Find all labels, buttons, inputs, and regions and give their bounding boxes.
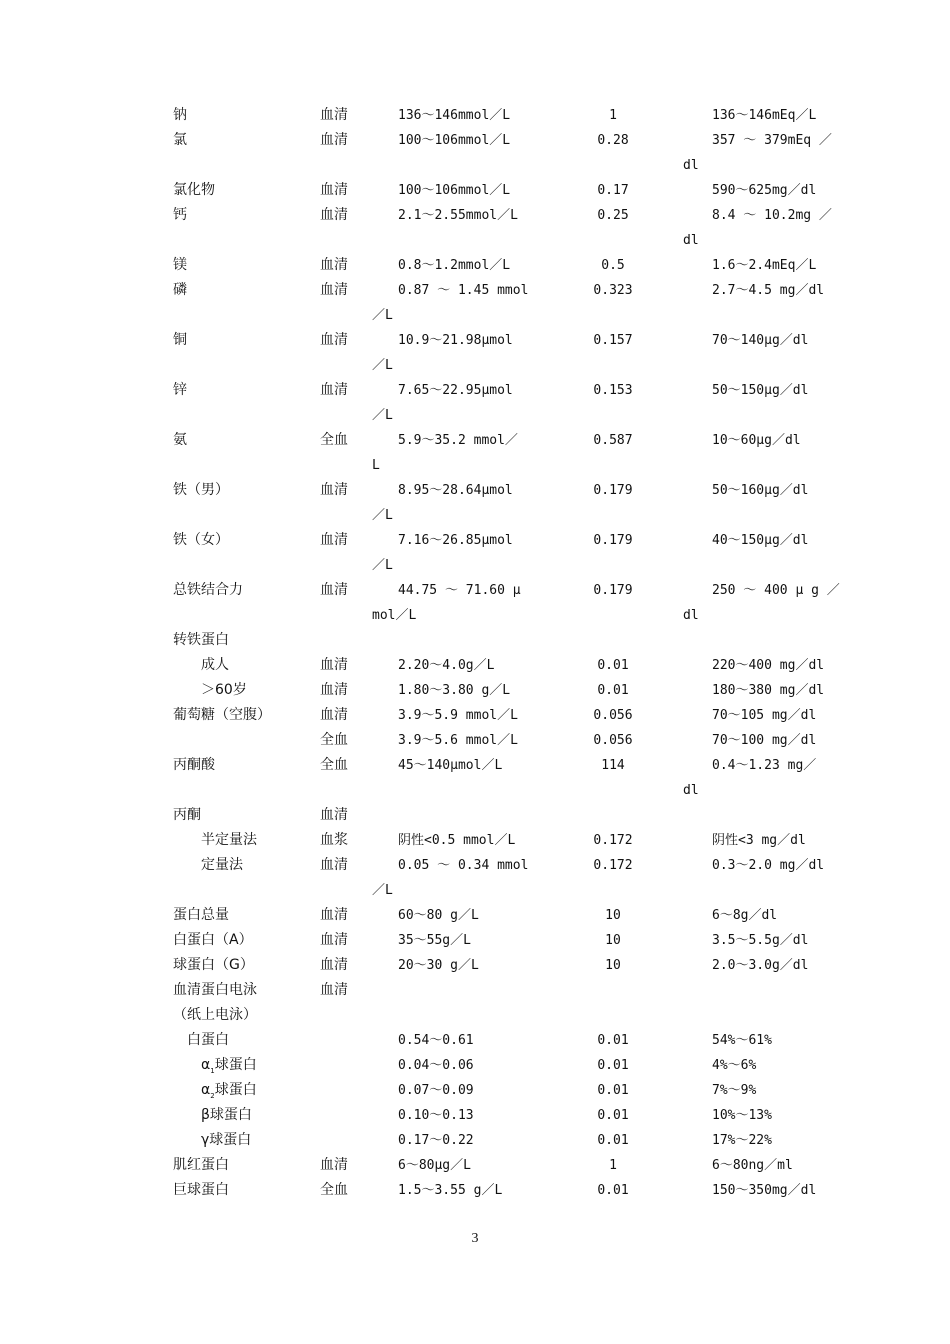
item-name-text: 肌红蛋白 bbox=[173, 1157, 229, 1173]
specimen: 血清 bbox=[320, 207, 348, 223]
item-name bbox=[187, 1028, 229, 1053]
conversion-factor: 0.5 bbox=[601, 258, 625, 273]
item-name-rest: 球蛋白 bbox=[214, 1057, 257, 1073]
conventional-range: 6～8g／dl bbox=[712, 908, 778, 923]
item-name bbox=[173, 253, 187, 278]
conversion-factor: 0.01 bbox=[597, 1058, 629, 1073]
item-name-text: β球蛋白 bbox=[201, 1107, 252, 1123]
item-name-text: 镁 bbox=[173, 257, 187, 273]
conversion-factor: 0.25 bbox=[597, 208, 629, 223]
si-range-continuation: L bbox=[372, 458, 380, 473]
conversion-factor: 0.172 bbox=[593, 833, 633, 848]
specimen: 血清 bbox=[320, 182, 348, 198]
table-row bbox=[0, 1078, 950, 1103]
item-name-text: 成人 bbox=[201, 657, 229, 673]
specimen: 血清 bbox=[320, 582, 348, 598]
item-name-subscript: 1 bbox=[210, 1066, 215, 1075]
si-range-continuation: ／L bbox=[372, 883, 393, 898]
specimen: 血清 bbox=[320, 107, 348, 123]
table-row bbox=[0, 728, 950, 753]
item-name-text: 白蛋白 bbox=[187, 1032, 229, 1048]
si-range: 7.65～22.95μmol bbox=[398, 383, 513, 398]
si-range: 136～146mmol／L bbox=[398, 108, 511, 123]
item-name-text: 蛋白总量 bbox=[173, 907, 229, 923]
si-range: 1.80～3.80 g／L bbox=[398, 683, 511, 698]
conversion-factor: 0.153 bbox=[593, 383, 633, 398]
specimen: 血清 bbox=[320, 932, 348, 948]
item-name bbox=[173, 953, 254, 978]
item-name-text: 血清蛋白电泳 bbox=[173, 982, 257, 998]
conversion-factor: 0.323 bbox=[593, 283, 633, 298]
table-row bbox=[0, 628, 950, 653]
conversion-factor: 0.01 bbox=[597, 658, 629, 673]
si-range: 100～106mmol／L bbox=[398, 133, 511, 148]
si-range: 3.9～5.6 mmol／L bbox=[398, 733, 518, 748]
specimen: 血清 bbox=[320, 807, 348, 823]
table-row bbox=[0, 678, 950, 703]
item-name bbox=[173, 278, 187, 303]
item-name-subscript: 2 bbox=[210, 1091, 215, 1100]
conversion-factor: 0.01 bbox=[597, 1083, 629, 1098]
conventional-range: 阴性<3 mg／dl bbox=[712, 833, 806, 848]
table-row bbox=[0, 253, 950, 278]
conventional-range: 2.0～3.0g／dl bbox=[712, 958, 809, 973]
specimen: 血清 bbox=[320, 382, 348, 398]
item-name bbox=[173, 178, 215, 203]
conventional-range: 70～140μg／dl bbox=[712, 333, 809, 348]
item-name-text: α bbox=[201, 1082, 211, 1098]
item-name bbox=[173, 128, 187, 153]
conversion-factor: 1 bbox=[609, 1158, 617, 1173]
table-row bbox=[0, 378, 950, 403]
si-range: 0.17～0.22 bbox=[398, 1133, 474, 1148]
si-range: 35～55g／L bbox=[398, 933, 471, 948]
si-range: 0.04～0.06 bbox=[398, 1058, 474, 1073]
conversion-factor: 0.056 bbox=[593, 708, 633, 723]
conversion-factor: 1 bbox=[609, 108, 617, 123]
item-name-text: 丙酮酸 bbox=[173, 757, 215, 773]
item-name-text: 丙酮 bbox=[173, 807, 201, 823]
conventional-range: 8.4 ～ 10.2mg ／ bbox=[712, 208, 832, 223]
table-row-continuation bbox=[0, 228, 950, 253]
conversion-factor: 10 bbox=[605, 958, 621, 973]
conventional-range-continuation: dl bbox=[683, 158, 699, 173]
table-row bbox=[0, 1028, 950, 1053]
item-name-text: 磷 bbox=[173, 282, 187, 298]
si-range: 2.20～4.0g／L bbox=[398, 658, 495, 673]
conversion-factor: 0.01 bbox=[597, 1033, 629, 1048]
item-name bbox=[173, 103, 187, 128]
conventional-range: 54%～61% bbox=[712, 1033, 772, 1048]
item-name bbox=[173, 978, 257, 1003]
table-row bbox=[0, 103, 950, 128]
item-name bbox=[201, 828, 257, 853]
specimen: 血清 bbox=[320, 132, 348, 148]
item-name bbox=[173, 628, 229, 653]
specimen: 血清 bbox=[320, 982, 348, 998]
table-row bbox=[0, 1128, 950, 1153]
si-range: 60～80 g／L bbox=[398, 908, 479, 923]
conventional-range: 50～160μg／dl bbox=[712, 483, 809, 498]
item-name bbox=[173, 903, 229, 928]
conventional-range: 10%～13% bbox=[712, 1108, 772, 1123]
item-name-text: γ球蛋白 bbox=[201, 1132, 252, 1148]
item-name-text: （纸上电泳） bbox=[173, 1007, 257, 1023]
conventional-range: 3.5～5.5g／dl bbox=[712, 933, 809, 948]
conversion-factor: 0.179 bbox=[593, 583, 633, 598]
table-row bbox=[0, 903, 950, 928]
table-row bbox=[0, 853, 950, 878]
table-row bbox=[0, 328, 950, 353]
item-name bbox=[173, 328, 187, 353]
conventional-range: 6～80ng／ml bbox=[712, 1158, 793, 1173]
conventional-range: 180～380 mg／dl bbox=[712, 683, 825, 698]
item-name bbox=[201, 1103, 252, 1128]
si-range: 6～80μg／L bbox=[398, 1158, 471, 1173]
conventional-range: 40～150μg／dl bbox=[712, 533, 809, 548]
item-name bbox=[201, 1128, 251, 1153]
conversion-factor: 10 bbox=[605, 933, 621, 948]
item-name-text: 氯 bbox=[173, 132, 187, 148]
si-range: 20～30 g／L bbox=[398, 958, 479, 973]
table-row-continuation bbox=[0, 453, 950, 478]
conventional-range: 590～625mg／dl bbox=[712, 183, 817, 198]
table-row bbox=[0, 1053, 950, 1078]
item-name bbox=[173, 378, 187, 403]
conventional-range: 357 ～ 379mEq ／ bbox=[712, 133, 832, 148]
conventional-range: 0.4～1.23 mg／ bbox=[712, 758, 817, 773]
si-range: 0.87 ～ 1.45 mmol bbox=[398, 283, 529, 298]
item-name-text: 铁（男） bbox=[173, 482, 229, 498]
conventional-range-continuation: dl bbox=[683, 783, 699, 798]
table-row bbox=[0, 578, 950, 603]
conversion-factor: 0.157 bbox=[593, 333, 633, 348]
si-range: 44.75 ～ 71.60 μ bbox=[398, 583, 521, 598]
conversion-factor: 0.179 bbox=[593, 533, 633, 548]
si-range: 5.9～35.2 mmol／ bbox=[398, 433, 518, 448]
conversion-factor: 0.01 bbox=[597, 1108, 629, 1123]
specimen: 全血 bbox=[320, 432, 348, 448]
item-name-text: 锌 bbox=[173, 382, 187, 398]
item-name-rest: 球蛋白 bbox=[214, 1082, 257, 1098]
si-range: 0.8～1.2mmol／L bbox=[398, 258, 511, 273]
table-row-continuation bbox=[0, 778, 950, 803]
table-row-continuation bbox=[0, 503, 950, 528]
conventional-range: 136～146mEq／L bbox=[712, 108, 817, 123]
si-range: 7.16～26.85μmol bbox=[398, 533, 513, 548]
conversion-factor: 0.056 bbox=[593, 733, 633, 748]
si-range-continuation: ／L bbox=[372, 508, 393, 523]
table-row bbox=[0, 1003, 950, 1028]
conventional-range: 4%～6% bbox=[712, 1058, 757, 1073]
conversion-factor: 10 bbox=[605, 908, 621, 923]
si-range: 2.1～2.55mmol／L bbox=[398, 208, 518, 223]
si-range: 0.10～0.13 bbox=[398, 1108, 474, 1123]
table-row bbox=[0, 1153, 950, 1178]
item-name-text: 转铁蛋白 bbox=[173, 632, 229, 648]
conventional-range: 50～150μg／dl bbox=[712, 383, 809, 398]
item-name-text: 氨 bbox=[173, 432, 187, 448]
table-row bbox=[0, 428, 950, 453]
specimen: 血清 bbox=[320, 707, 348, 723]
conventional-range: 70～100 mg／dl bbox=[712, 733, 817, 748]
conversion-factor: 0.01 bbox=[597, 683, 629, 698]
item-name bbox=[173, 578, 243, 603]
item-name-text: 钙 bbox=[173, 207, 187, 223]
table-row bbox=[0, 278, 950, 303]
conventional-range: 1.6～2.4mEq／L bbox=[712, 258, 817, 273]
item-name-text: ＞60岁 bbox=[201, 682, 247, 698]
si-range-continuation: ／L bbox=[372, 308, 393, 323]
table-row bbox=[0, 803, 950, 828]
conversion-factor: 0.587 bbox=[593, 433, 633, 448]
item-name bbox=[201, 853, 243, 878]
si-range: 0.07～0.09 bbox=[398, 1083, 474, 1098]
conventional-range: 10～60μg／dl bbox=[712, 433, 801, 448]
item-name bbox=[173, 528, 229, 553]
si-range: 0.54～0.61 bbox=[398, 1033, 474, 1048]
specimen: 全血 bbox=[320, 1182, 348, 1198]
specimen: 血清 bbox=[320, 282, 348, 298]
si-range: 10.9～21.98μmol bbox=[398, 333, 513, 348]
conversion-factor: 114 bbox=[601, 758, 625, 773]
table-row bbox=[0, 653, 950, 678]
item-name bbox=[173, 803, 201, 828]
item-name bbox=[173, 478, 229, 503]
item-name bbox=[173, 928, 253, 953]
conventional-range-continuation: dl bbox=[683, 233, 699, 248]
item-name-text: 定量法 bbox=[201, 857, 243, 873]
item-name bbox=[173, 428, 187, 453]
table-row bbox=[0, 478, 950, 503]
specimen: 血清 bbox=[320, 1157, 348, 1173]
si-range: 3.9～5.9 mmol／L bbox=[398, 708, 518, 723]
item-name bbox=[201, 653, 229, 678]
specimen: 血清 bbox=[320, 657, 348, 673]
table-row bbox=[0, 753, 950, 778]
table-row bbox=[0, 178, 950, 203]
item-name-text: α bbox=[201, 1057, 211, 1073]
item-name bbox=[173, 203, 187, 228]
item-name-text: 白蛋白（A） bbox=[173, 932, 253, 948]
table-row-continuation bbox=[0, 353, 950, 378]
conventional-range: 250 ～ 400 μ g ／ bbox=[712, 583, 840, 598]
table-row bbox=[0, 953, 950, 978]
conventional-range: 70～105 mg／dl bbox=[712, 708, 817, 723]
specimen: 血浆 bbox=[320, 832, 348, 848]
conventional-range: 7%～9% bbox=[712, 1083, 757, 1098]
conventional-range: 0.3～2.0 mg／dl bbox=[712, 858, 825, 873]
si-range-continuation: ／L bbox=[372, 358, 393, 373]
conventional-range-continuation: dl bbox=[683, 608, 699, 623]
conversion-factor: 0.28 bbox=[597, 133, 629, 148]
table-row bbox=[0, 203, 950, 228]
item-name bbox=[173, 1153, 229, 1178]
table-row bbox=[0, 128, 950, 153]
item-name-text: 钠 bbox=[173, 107, 187, 123]
item-name-text: 铁（女） bbox=[173, 532, 229, 548]
conventional-range: 17%～22% bbox=[712, 1133, 772, 1148]
conversion-factor: 0.172 bbox=[593, 858, 633, 873]
si-range-continuation: ／L bbox=[372, 408, 393, 423]
si-range: 45～140μmol／L bbox=[398, 758, 503, 773]
item-name-text: 球蛋白（G） bbox=[173, 957, 254, 973]
table-row bbox=[0, 978, 950, 1003]
si-range-continuation: ／L bbox=[372, 558, 393, 573]
table-row-continuation bbox=[0, 603, 950, 628]
specimen: 血清 bbox=[320, 857, 348, 873]
si-range: 阴性<0.5 mmol／L bbox=[398, 833, 516, 848]
page-number: 3 bbox=[471, 1231, 479, 1246]
table-row bbox=[0, 1103, 950, 1128]
table-row bbox=[0, 928, 950, 953]
item-name-text: 半定量法 bbox=[201, 832, 257, 848]
table-row-continuation bbox=[0, 553, 950, 578]
specimen: 血清 bbox=[320, 332, 348, 348]
item-name bbox=[173, 1178, 229, 1203]
conversion-factor: 0.01 bbox=[597, 1133, 629, 1148]
si-range: 8.95～28.64μmol bbox=[398, 483, 513, 498]
table-row-continuation bbox=[0, 403, 950, 428]
item-name-text: 铜 bbox=[173, 332, 187, 348]
specimen: 血清 bbox=[320, 532, 348, 548]
si-range: 100～106mmol／L bbox=[398, 183, 511, 198]
specimen: 血清 bbox=[320, 482, 348, 498]
table-row-continuation bbox=[0, 303, 950, 328]
si-range: 1.5～3.55 g／L bbox=[398, 1183, 503, 1198]
table-row-continuation bbox=[0, 878, 950, 903]
table-row bbox=[0, 528, 950, 553]
specimen: 血清 bbox=[320, 957, 348, 973]
table-row-continuation bbox=[0, 153, 950, 178]
item-name-text: 巨球蛋白 bbox=[173, 1182, 229, 1198]
conventional-range: 220～400 mg／dl bbox=[712, 658, 825, 673]
conversion-factor: 0.17 bbox=[597, 183, 629, 198]
item-name bbox=[173, 753, 215, 778]
item-name-text: 氯化物 bbox=[173, 182, 215, 198]
specimen: 全血 bbox=[320, 757, 348, 773]
si-range: 0.05 ～ 0.34 mmol bbox=[398, 858, 529, 873]
specimen: 血清 bbox=[320, 257, 348, 273]
conventional-range: 2.7～4.5 mg／dl bbox=[712, 283, 825, 298]
conversion-factor: 0.01 bbox=[597, 1183, 629, 1198]
item-name-text: 葡萄糖（空腹） bbox=[173, 707, 271, 723]
specimen: 血清 bbox=[320, 682, 348, 698]
table-row bbox=[0, 1178, 950, 1203]
conventional-range: 150～350mg／dl bbox=[712, 1183, 817, 1198]
item-name-text: 总铁结合力 bbox=[173, 582, 243, 598]
item-name bbox=[173, 1003, 257, 1028]
table-row bbox=[0, 828, 950, 853]
specimen: 血清 bbox=[320, 907, 348, 923]
specimen: 全血 bbox=[320, 732, 348, 748]
item-name bbox=[201, 678, 247, 703]
si-range-continuation: mol／L bbox=[372, 608, 417, 623]
item-name bbox=[173, 703, 271, 728]
table-row bbox=[0, 703, 950, 728]
conversion-factor: 0.179 bbox=[593, 483, 633, 498]
